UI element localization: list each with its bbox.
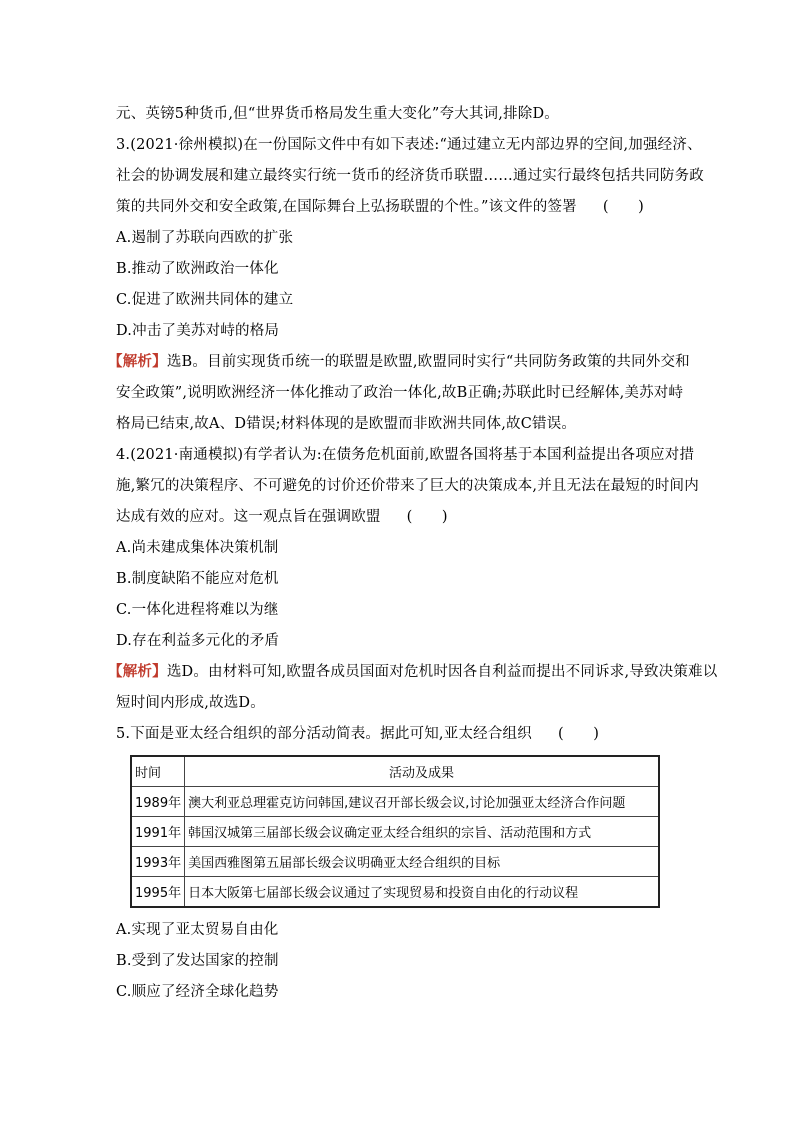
table-row: [131, 787, 659, 817]
option-b: B.推动了欧洲政治一体化: [116, 261, 279, 277]
option-c: C.一体化进程将难以为继: [116, 602, 279, 618]
question-3-stem-line: 策的共同外交和安全政策,在国际舞台上弘扬联盟的个性。”该文件的签署 ( ): [116, 199, 644, 215]
cell-year: 1989年: [131, 787, 185, 817]
question-4-stem-line: 施,繁冗的决策程序、不可避免的讨价还价带来了巨大的决策成本,并且无法在最短的时间内: [116, 478, 699, 494]
text-line: 元、英镑5种货币,但“世界货币格局发生重大变化”夸大其词,排除D。: [116, 106, 559, 122]
question-4-stem-line: 达成有效的应对。这一观点旨在强调欧盟 ( ): [116, 509, 448, 525]
answer-blank: ( ): [602, 199, 644, 215]
answer-blank: ( ): [557, 726, 600, 742]
analysis-line: 安全政策”,说明欧洲经济一体化推动了政治一体化,故B正确;苏联此时已经解体,美苏对峙: [116, 385, 684, 401]
question-4-stem-line: 4.(2021·南通模拟)有学者认为:在债务危机面前,欧盟各国将基于本国利益提出各项应对措: [116, 447, 695, 463]
option-c: C.促进了欧洲共同体的建立: [116, 292, 294, 308]
analysis-line: 格局已结束,故A、D错误;材料体现的是欧盟而非欧洲共同体,故C错误。: [116, 416, 577, 432]
option-c: C.顺应了经济全球化趋势: [116, 984, 279, 1000]
analysis-line: 【解析】选D。由材料可知,欧盟各成员国面对危机时因各自利益而提出不同诉求,导致决策难以: [108, 663, 718, 680]
option-a: A.尚未建成集体决策机制: [116, 540, 279, 556]
question-5-stem-line: 5.下面是亚太经合组织的部分活动简表。据此可知,亚太经合组织 ( ): [116, 726, 600, 742]
analysis-tag: 【解析】: [108, 353, 167, 370]
option-a: A.遏制了苏联向西欧的扩张: [116, 230, 294, 246]
option-d: D.冲击了美苏对峙的格局: [116, 323, 280, 339]
cell-year: 1993年: [131, 847, 185, 877]
cell-year: 1995年: [131, 877, 185, 908]
cell-activity: 澳大利亚总理霍克访问韩国,建议召开部长级会议,讨论加强亚太经济合作问题: [185, 787, 659, 817]
column-header-time: 时间: [131, 756, 185, 787]
cell-activity: 日本大阪第七届部长级会议通过了实现贸易和投资自由化的行动议程: [185, 877, 659, 908]
table-header-row: [131, 756, 659, 787]
analysis-line: 【解析】选B。目前实现货币统一的联盟是欧盟,欧盟同时实行“共同防务政策的共同外交和: [108, 353, 690, 370]
answer-blank: ( ): [406, 509, 448, 525]
question-3-stem-line: 3.(2021·徐州模拟)在一份国际文件中有如下表述:“通过建立无内部边界的空间,加强经济、: [116, 137, 702, 153]
cell-year: 1991年: [131, 817, 185, 847]
table-row: [131, 877, 659, 908]
cell-activity: 韩国汉城第三届部长级会议确定亚太经合组织的宗旨、活动范围和方式: [185, 817, 659, 847]
apec-activity-table: [130, 755, 660, 908]
analysis-tag: 【解析】: [108, 663, 167, 680]
analysis-line: 短时间内形成,故选D。: [116, 695, 265, 711]
table-row: [131, 817, 659, 847]
question-3-stem-line: 社会的协调发展和建立最终实行统一货币的经济货币联盟……通过实行最终包括共同防务政: [116, 168, 704, 184]
option-b: B.受到了发达国家的控制: [116, 953, 279, 969]
option-a: A.实现了亚太贸易自由化: [116, 922, 279, 938]
table-row: [131, 847, 659, 877]
column-header-activity: 活动及成果: [185, 756, 659, 787]
option-d: D.存在利益多元化的矛盾: [116, 633, 280, 649]
option-b: B.制度缺陷不能应对危机: [116, 571, 279, 587]
cell-activity: 美国西雅图第五届部长级会议明确亚太经合组织的目标: [185, 847, 659, 877]
